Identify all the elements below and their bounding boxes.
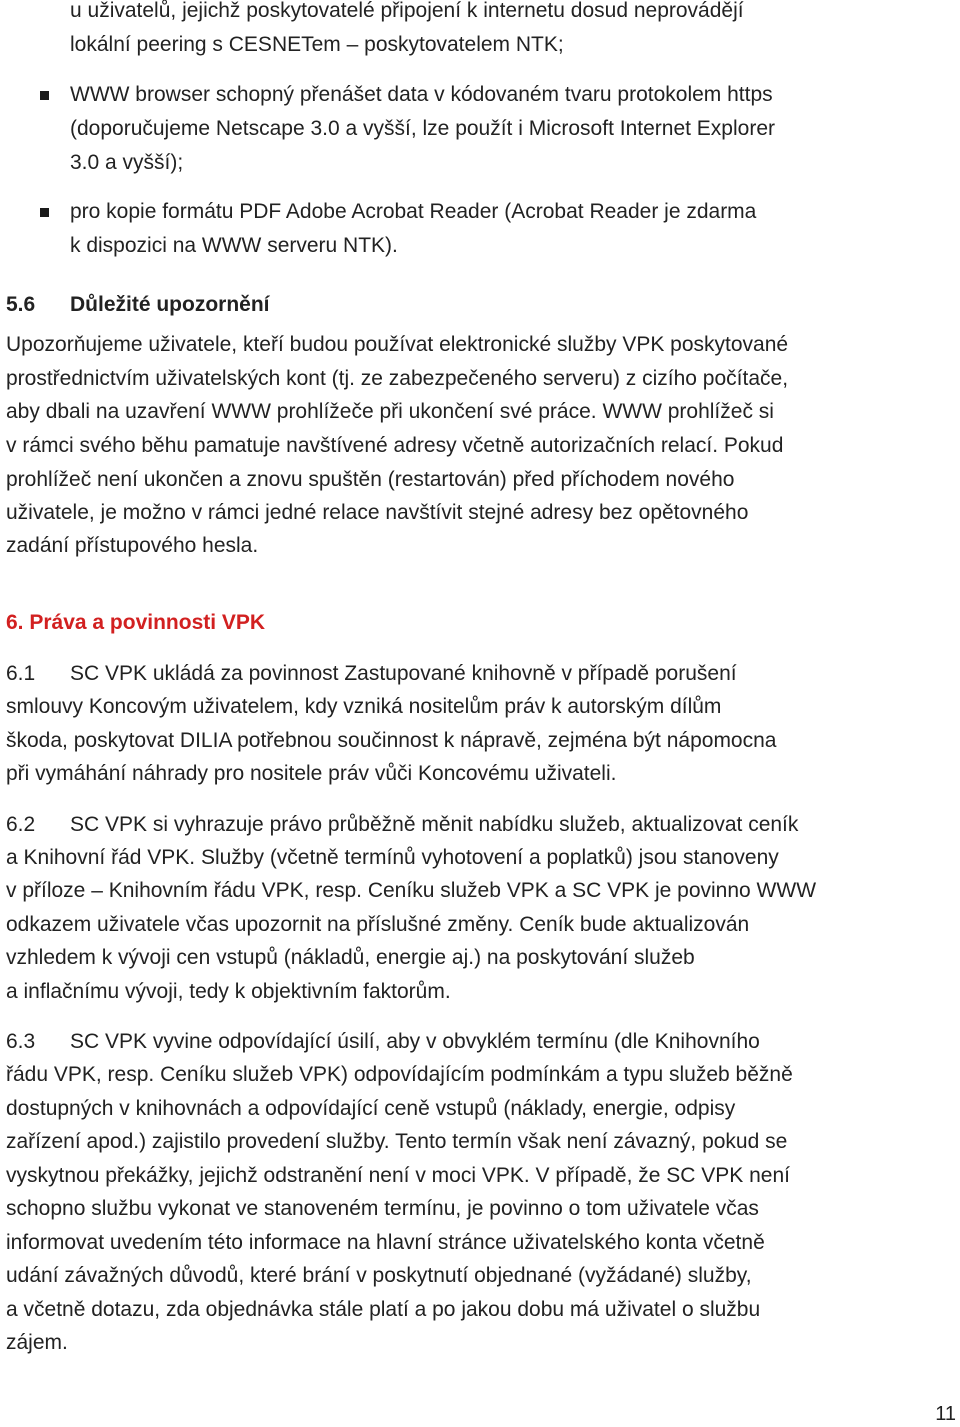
paragraph-line: udání závažných důvodů, které brání v poskytnutí objednané (vyžádané) služby, xyxy=(6,1264,752,1287)
paragraph-line: informovat uvedením této informace na hlavní stránce uživatelského konta včetně xyxy=(6,1231,765,1254)
bullet-item-line: (doporučujeme Netscape 3.0 a vyšší, lze použít i Microsoft Internet Explorer xyxy=(70,117,775,140)
section-title: Důležité upozornění xyxy=(70,293,270,316)
page-number: 11 xyxy=(935,1403,956,1425)
bullet-square-icon xyxy=(40,91,49,100)
paragraph-line: uživatele, je možno v rámci jedné relace navštívit stejné adresy bez opětovného xyxy=(6,501,749,524)
clause-number: 6.1 xyxy=(6,662,36,685)
paragraph-line: prostřednictvím uživatelských kont (tj. ze zabezpečeného serveru) z cizího počítače, xyxy=(6,367,789,390)
bullet-item-line: WWW browser schopný přenášet data v kódovaném tvaru protokolem https xyxy=(70,83,773,106)
clause-number: 6.2 xyxy=(6,813,36,836)
paragraph-line: a Knihovní řád VPK. Služby (včetně termínů vyhotovení a poplatků) jsou stanoveny xyxy=(6,846,779,869)
paragraph-line: vyskytnou překážky, jejichž odstranění není v moci VPK. V případě, že SC VPK není xyxy=(6,1164,790,1187)
bullet-square-icon xyxy=(40,208,49,217)
bullet-continuation-line: u uživatelů, jejichž poskytovatelé připojení k internetu dosud neprovádějí xyxy=(70,0,744,22)
paragraph-line: zařízení apod.) zajistilo provedení služby. Tento termín však není závazný, pokud se xyxy=(6,1130,788,1153)
paragraph-line: v příloze – Knihovním řádu VPK, resp. Ceníku služeb VPK a SC VPK je povinno WWW xyxy=(6,879,817,902)
paragraph-line: odkazem uživatele včas upozornit na příslušné změny. Ceník bude aktualizován xyxy=(6,913,750,936)
bullet-item-line: k dispozici na WWW serveru NTK). xyxy=(70,234,398,257)
paragraph-line: škoda, poskytovat DILIA potřebnou součinnost k nápravě, zejména být nápomocna xyxy=(6,729,777,752)
paragraph-line: zájem. xyxy=(6,1331,68,1354)
bullet-item-line: pro kopie formátu PDF Adobe Acrobat Reader (Acrobat Reader je zdarma xyxy=(70,200,757,223)
paragraph-line: a včetně dotazu, zda objednávka stále platí a po jakou dobu má uživatel o službu xyxy=(6,1298,761,1321)
paragraph-line: smlouvy Koncovým uživatelem, kdy vzniká nositelům práv k autorským dílům xyxy=(6,695,722,718)
paragraph-line: řádu VPK, resp. Ceníku služeb VPK) odpovídajícím podmínkám a typu služeb běžně xyxy=(6,1063,793,1086)
paragraph-line: vzhledem k vývoji cen vstupů (nákladů, energie aj.) na poskytování služeb xyxy=(6,946,695,969)
clause-first-line: SC VPK vyvine odpovídající úsilí, aby v obvyklém termínu (dle Knihovního xyxy=(70,1030,760,1053)
clause-first-line: SC VPK ukládá za povinnost Zastupované knihovně v případě porušení xyxy=(70,662,737,685)
section-number: 5.6 xyxy=(6,293,36,316)
paragraph-line: aby dbali na uzavření WWW prohlížeče při ukončení své práce. WWW prohlížeč si xyxy=(6,400,774,423)
clause-number: 6.3 xyxy=(6,1030,36,1053)
paragraph-line: schopno službu vykonat ve stanoveném termínu, je povinno o tom uživatele včas xyxy=(6,1197,759,1220)
paragraph-line: při vymáhání náhrady pro nositele práv vůči Koncovému uživateli. xyxy=(6,762,617,785)
section-heading-5-6 xyxy=(6,290,270,320)
paragraph-line: a inflačnímu vývoji, tedy k objektivním faktorům. xyxy=(6,980,451,1003)
bullet-item-line: 3.0 a vyšší); xyxy=(70,151,184,174)
paragraph-line: dostupných v knihovnách a odpovídající ceně vstupů (náklady, energie, odpisy xyxy=(6,1097,736,1120)
chapter-heading-6: 6. Práva a povinnosti VPK xyxy=(6,611,266,634)
clause-first-line: SC VPK si vyhrazuje právo průběžně měnit nabídku služeb, aktualizovat ceník xyxy=(70,813,799,836)
bullet-continuation-line: lokální peering s CESNETem – poskytovatelem NTK; xyxy=(70,33,564,56)
paragraph-line: v rámci svého běhu pamatuje navštívené adresy včetně autorizačních relací. Pokud xyxy=(6,434,784,457)
paragraph-line: prohlížeč není ukončen a znovu spuštěn (restartován) před příchodem nového xyxy=(6,468,735,491)
paragraph-line: zadání přístupového hesla. xyxy=(6,534,259,557)
paragraph-line: Upozorňujeme uživatele, kteří budou používat elektronické služby VPK poskytované xyxy=(6,333,789,356)
